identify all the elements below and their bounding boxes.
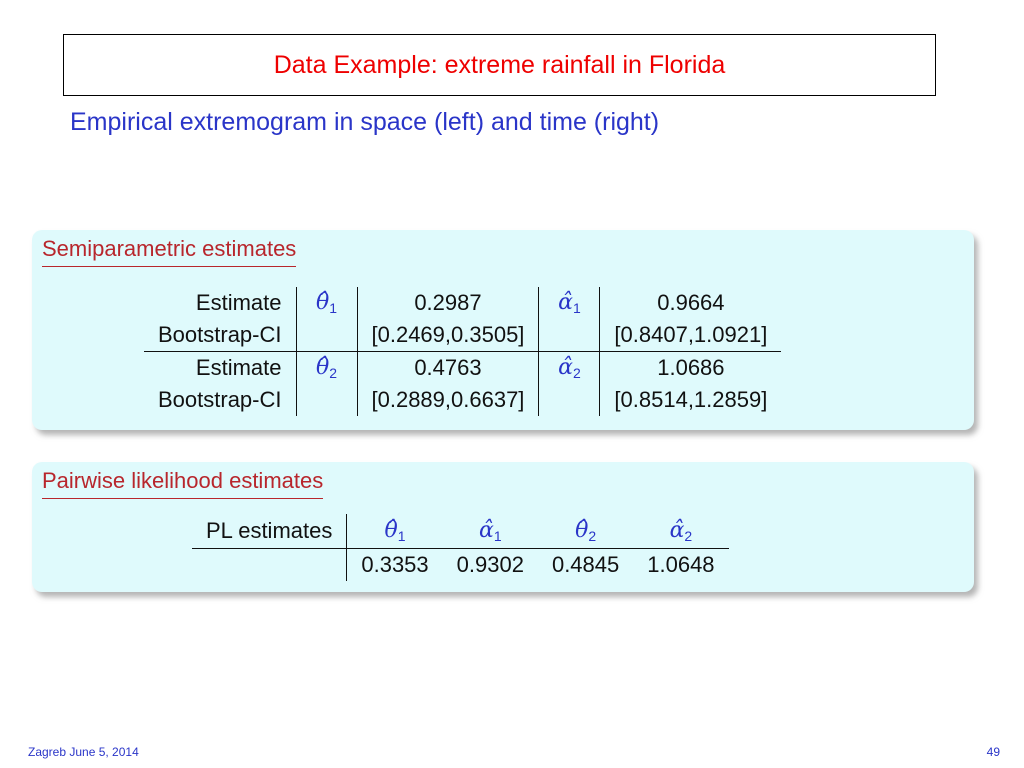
- theta1-header: $\thetâ_1$: [347, 514, 443, 549]
- theta-ci: [0.2889,0.6637]: [357, 384, 539, 416]
- alpha-ci: [0.8407,1.0921]: [600, 319, 781, 352]
- slide-subtitle: Empirical extremogram in space (left) and time (right): [70, 108, 660, 136]
- table-row: [144, 319, 781, 352]
- row-label: Bootstrap-CI: [158, 322, 282, 347]
- theta-ci: [0.2469,0.3505]: [357, 319, 539, 352]
- theta-symbol: $\thetâ_2$: [296, 352, 357, 385]
- pairwise-table: [192, 514, 729, 581]
- pairwise-heading: Pairwise likelihood estimates: [42, 468, 323, 499]
- alpha1-value: 0.9302: [443, 549, 538, 582]
- alpha1-header: $\alphâ_1$: [478, 518, 502, 544]
- alpha-value: 0.9664: [600, 287, 781, 319]
- row-label: PL estimates: [206, 518, 333, 543]
- table-row: [144, 287, 781, 319]
- theta-value: 0.4763: [357, 352, 539, 385]
- alpha2-header: $\alphâ_2$: [669, 518, 693, 544]
- theta2-value: 0.4845: [538, 549, 633, 582]
- slide-title: [63, 34, 936, 96]
- table-row: [144, 384, 781, 416]
- slide-title-text: Data Example: extreme rainfall in Florida: [273, 50, 726, 79]
- semiparametric-block: [32, 230, 974, 430]
- row-label: Estimate: [144, 352, 296, 385]
- alpha-symbol: $\alphâ_1$: [539, 287, 600, 319]
- pairwise-block: [32, 462, 974, 592]
- table-row: [192, 549, 729, 582]
- alpha-ci: [0.8514,1.2859]: [600, 384, 781, 416]
- table-row: [192, 514, 729, 549]
- theta1-value: 0.3353: [347, 549, 443, 582]
- alpha-symbol: $\alphâ_2$: [539, 352, 600, 385]
- theta-value: 0.2987: [357, 287, 539, 319]
- row-label: Estimate: [195, 290, 282, 315]
- page-number: 49: [986, 745, 1000, 759]
- semiparametric-heading: Semiparametric estimates: [42, 236, 296, 267]
- alpha2-value: 1.0648: [633, 549, 728, 582]
- theta-symbol: $\thetâ_1$: [296, 287, 357, 319]
- theta2-header: $\thetâ_2$: [575, 518, 597, 544]
- footer-date: Zagreb June 5, 2014: [28, 745, 139, 759]
- table-row: [144, 352, 781, 385]
- alpha-value: 1.0686: [600, 352, 781, 385]
- semiparametric-table: [144, 287, 781, 416]
- row-label: Bootstrap-CI: [158, 387, 282, 412]
